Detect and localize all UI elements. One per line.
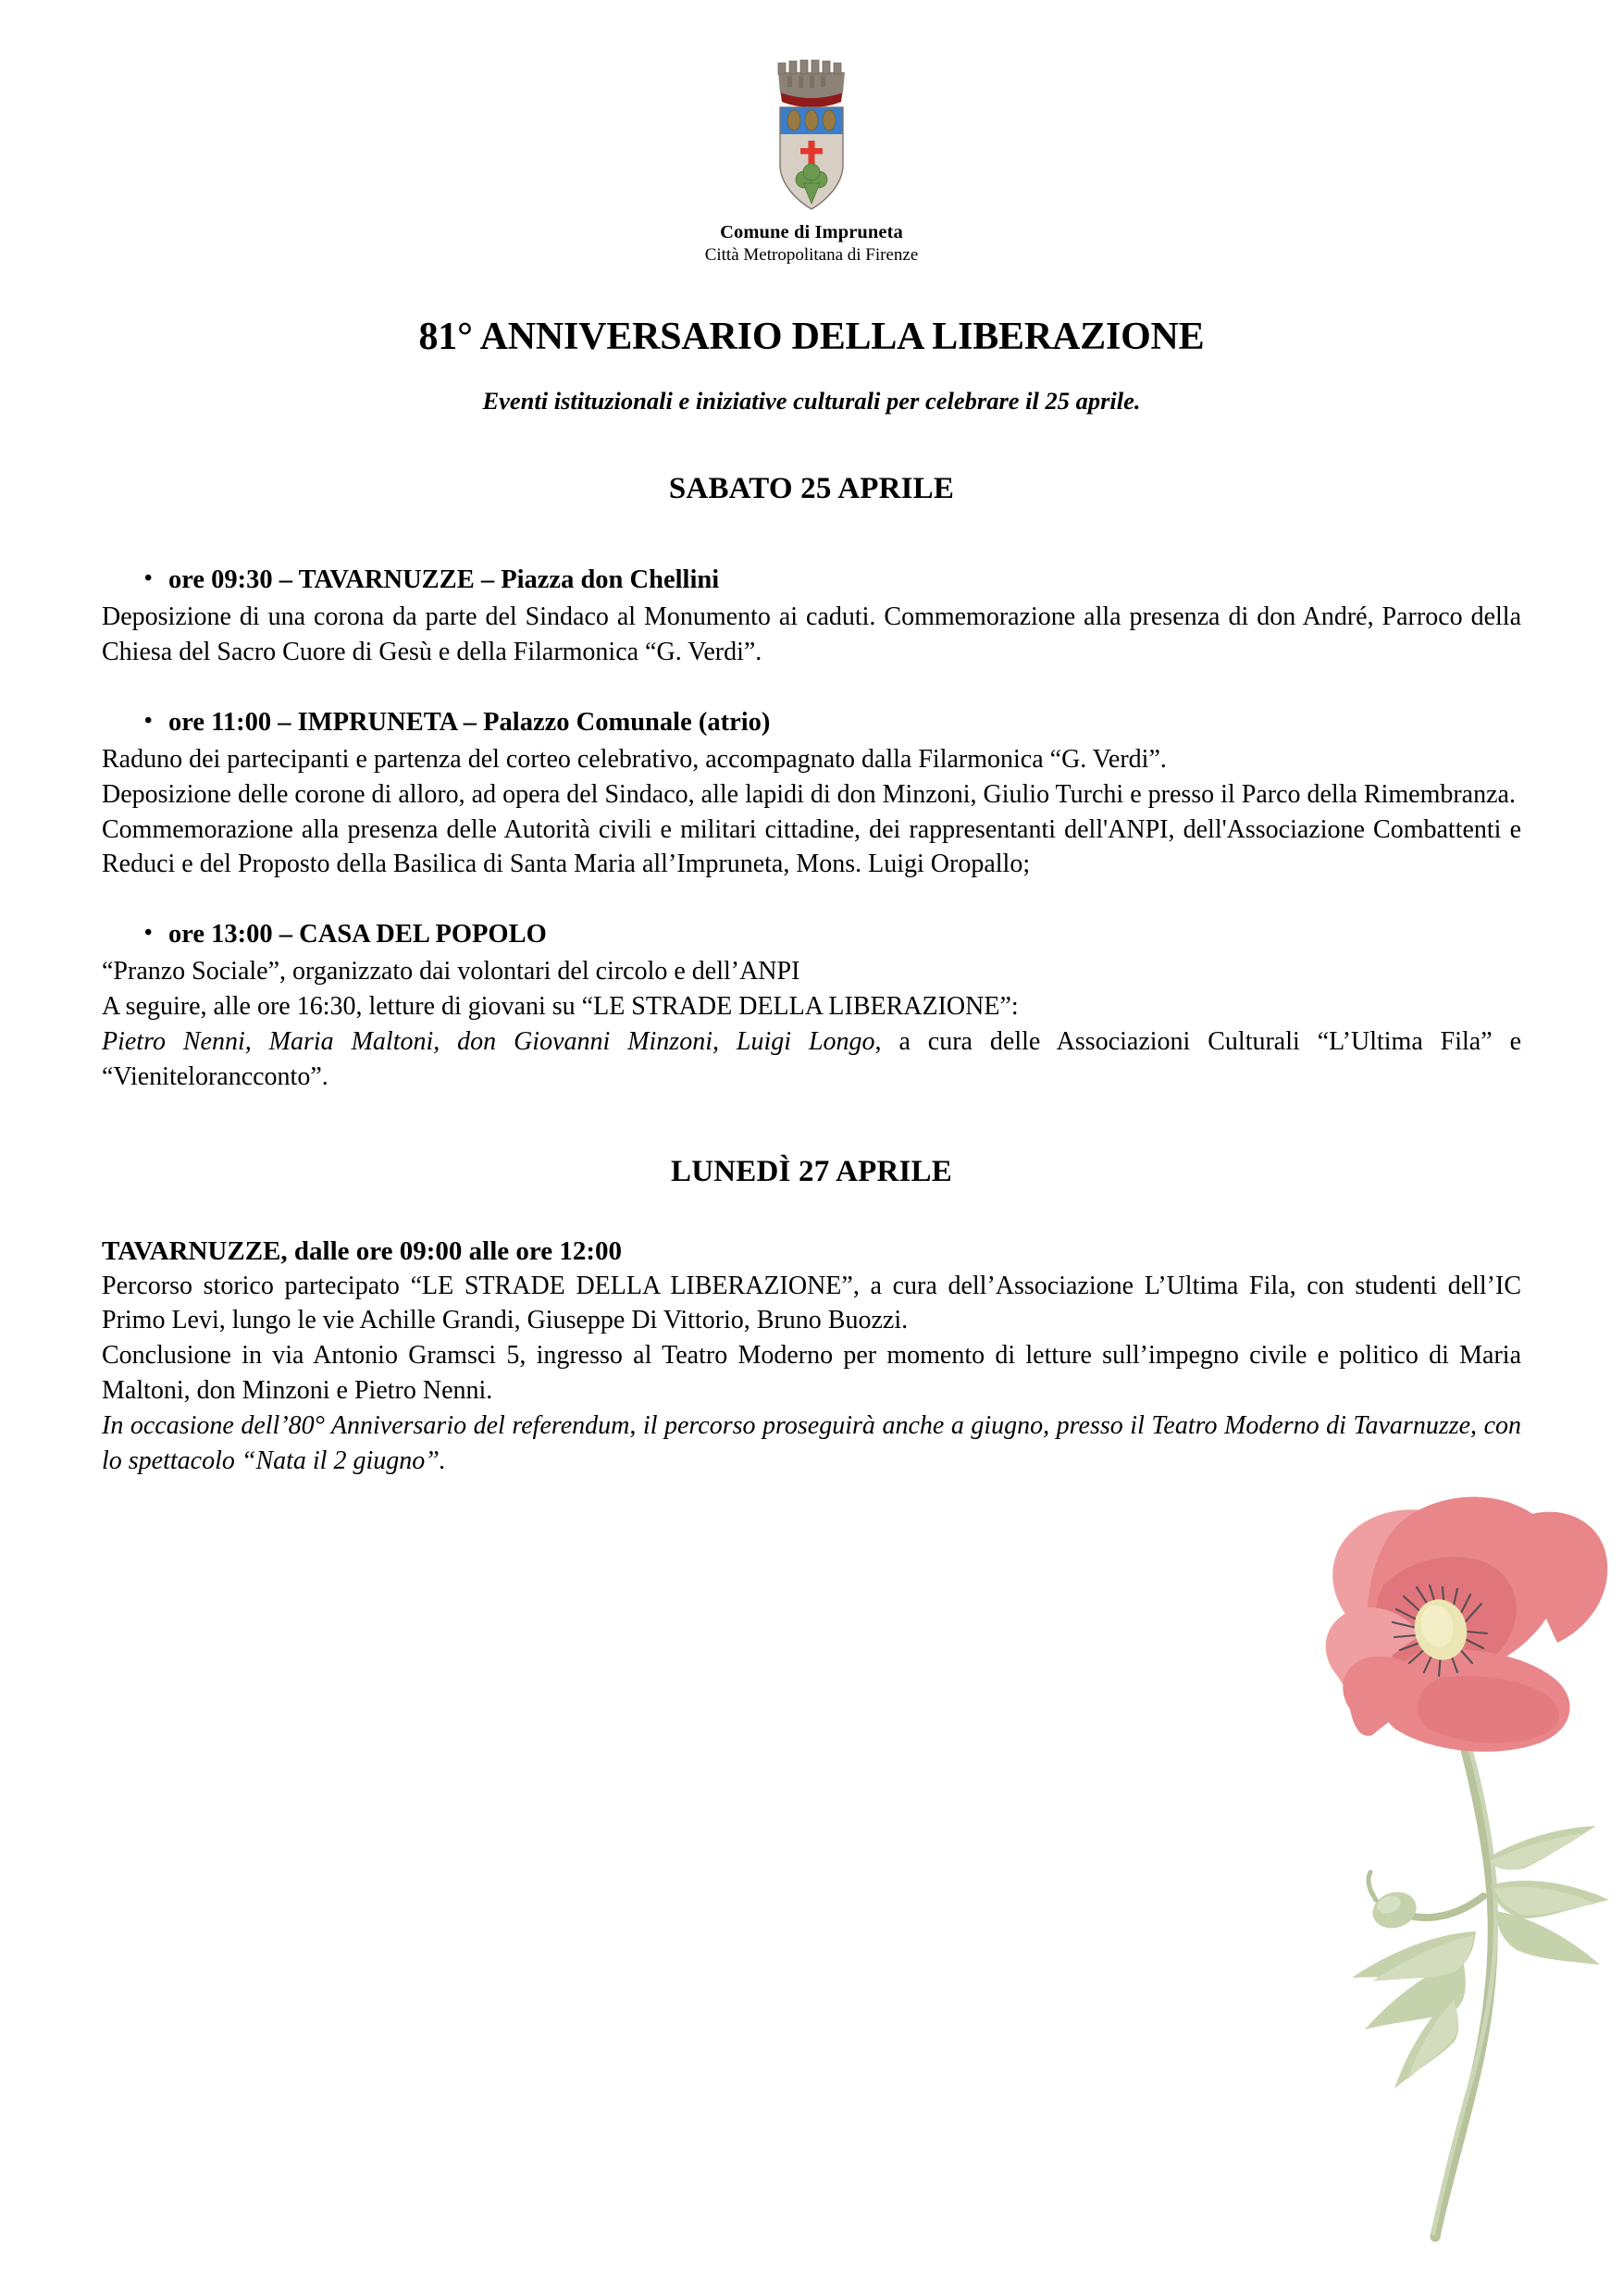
- event-description-1100-b: Deposizione delle corone di alloro, ad opera del Sindaco, alle lapidi di don Minzoni, Giulio Turchi e presso il Parco della Rimembranza.: [102, 779, 1516, 809]
- monday-description-b: Conclusione in via Antonio Gramsci 5, ingresso al Teatro Moderno per momento di letture sull’impegno civile e politico di Maria Maltoni, don Minzoni e Pietro Nenni.: [102, 1341, 1521, 1406]
- event-description-0930: Deposizione di una corona da parte del Sindaco al Monumento ai caduti. Commemorazione alla presenza di don André, Parroco della Chiesa del Sacro Cuore di Gesù e della Filarmonica “G. Verdi”.: [102, 602, 1521, 666]
- municipality-name: Comune di Impruneta: [720, 222, 903, 242]
- bullet-dot-icon: •: [144, 565, 153, 590]
- event-description-1100-a: Raduno dei partecipanti e partenza del corteo celebrativo, accompagnato dalla Filarmonica “G. Verdi”.: [102, 744, 1167, 774]
- event-bullet-0930: [102, 565, 1521, 596]
- event-description-1100-c: Commemorazione alla presenza delle Autorità civili e militari cittadine, dei rappresentanti dell'ANPI, dell'Associazione Combattenti e Reduci e del Proposto della Basilica di Santa Maria all’Impruneta, Mons. Luigi Oropallo;: [102, 814, 1521, 879]
- bullet-dot-icon: •: [144, 708, 153, 733]
- province-name: Città Metropolitana di Firenze: [704, 244, 919, 265]
- event-readings-1300: [102, 1024, 1521, 1095]
- event-title-1300: ore 13:00 – CASA DEL POPOLO: [168, 920, 547, 949]
- event-bullet-1300: [102, 919, 1521, 950]
- event-description-1300-b: A seguire, alle ore 16:30, letture di giovani su “LE STRADE DELLA LIBERAZIONE”:: [102, 992, 1019, 1022]
- imprunetta-coat-of-arms-icon: [767, 44, 856, 220]
- section-heading-saturday: SABATO 25 APRILE: [668, 472, 955, 506]
- event-title-1100: ore 11:00 – IMPRUNETA – Palazzo Comunale (atrio): [168, 707, 771, 737]
- header-crest-block: [102, 0, 1521, 266]
- readings-tail: , a cura delle Associazioni Culturali “L’Ultima Fila” e “Vienitelorancconto”.: [102, 1026, 1521, 1091]
- poppy-flower-icon: [1291, 1496, 1623, 2265]
- section-heading-monday: LUNEDÌ 27 APRILE: [671, 1155, 952, 1189]
- page-subtitle: Eventi istituzionali e iniziative culturali per celebrare il 25 aprile.: [482, 386, 1141, 415]
- event-description-1300-a: “Pranzo Sociale”, organizzato dai volontari del circolo e dell’ANPI: [102, 957, 800, 987]
- monday-location-time: TAVARNUZZE, dalle ore 09:00 alle ore 12:00: [102, 1236, 623, 1267]
- closing-note: In occasione dell’80° Anniversario del referendum, il percorso proseguirà anche a giugno, presso il Teatro Moderno di Tavarnuzze, con lo spettacolo “Nata il 2 giugno”.: [102, 1410, 1521, 1475]
- event-bullet-1100: [102, 707, 1521, 738]
- bullet-dot-icon: •: [144, 921, 153, 946]
- page-title: 81° ANNIVERSARIO DELLA LIBERAZIONE: [418, 316, 1205, 359]
- readings-names: Pietro Nenni, Maria Maltoni, don Giovanni Minzoni, Luigi Longo: [102, 1026, 875, 1056]
- monday-description-a: Percorso storico partecipato “LE STRADE DELLA LIBERAZIONE”, a cura dell’Associazione L’Ultima Fila, con studenti dell’IC Primo Levi, lungo le vie Achille Grandi, Giuseppe Di Vittorio, Bruno Buozzi.: [102, 1271, 1521, 1335]
- event-title-0930: ore 09:30 – TAVARNUZZE – Piazza don Chellini: [168, 565, 720, 594]
